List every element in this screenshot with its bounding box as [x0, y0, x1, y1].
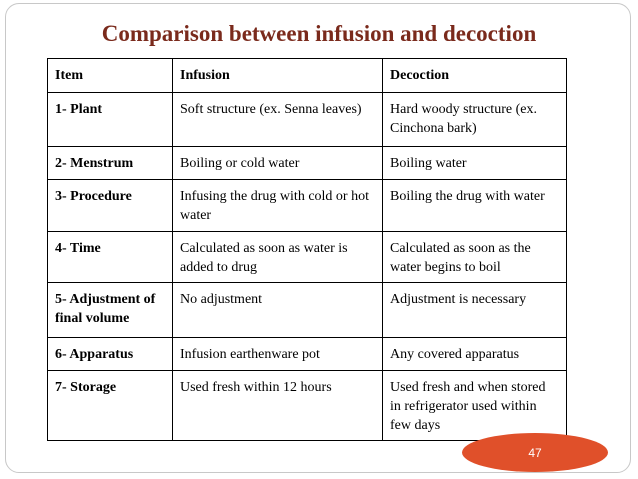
page-number-badge: 47 [462, 433, 608, 472]
decoction-cell: Used fresh and when stored in refrigerator used within few days [383, 371, 567, 441]
infusion-cell: No adjustment [173, 283, 383, 338]
header-cell-infusion: Infusion [173, 59, 383, 93]
row-item-cell: 7- Storage [48, 371, 173, 441]
decoction-cell: Boiling water [383, 147, 567, 180]
table-row [48, 232, 567, 283]
infusion-cell: Calculated as soon as water is added to drug [173, 232, 383, 283]
decoction-cell: Hard woody structure (ex. Cinchona bark) [383, 93, 567, 147]
header-cell-decoction: Decoction [383, 59, 567, 93]
decoction-cell: Boiling the drug with water [383, 180, 567, 232]
table-row [48, 338, 567, 371]
row-item-cell: 3- Procedure [48, 180, 173, 232]
row-item-cell: 6- Apparatus [48, 338, 173, 371]
infusion-cell: Used fresh within 12 hours [173, 371, 383, 441]
infusion-cell: Infusing the drug with cold or hot water [173, 180, 383, 232]
table-row [48, 180, 567, 232]
row-item-cell: 2- Menstrum [48, 147, 173, 180]
table-row [48, 147, 567, 180]
table-row [48, 371, 567, 441]
infusion-cell: Infusion earthenware pot [173, 338, 383, 371]
row-item-cell: 1- Plant [48, 93, 173, 147]
comparison-table [47, 58, 567, 441]
slide-title: Comparison between infusion and decoction [101, 21, 537, 46]
table-row [48, 93, 567, 147]
row-item-cell: 5- Adjustment of final volume [48, 283, 173, 338]
table-row [48, 283, 567, 338]
infusion-cell: Soft structure (ex. Senna leaves) [173, 93, 383, 147]
infusion-cell: Boiling or cold water [173, 147, 383, 180]
decoction-cell: Adjustment is necessary [383, 283, 567, 338]
header-cell-item: Item [48, 59, 173, 93]
decoction-cell: Calculated as soon as the water begins to boil [383, 232, 567, 283]
decoction-cell: Any covered apparatus [383, 338, 567, 371]
row-item-cell: 4- Time [48, 232, 173, 283]
table-header-row [48, 59, 567, 93]
